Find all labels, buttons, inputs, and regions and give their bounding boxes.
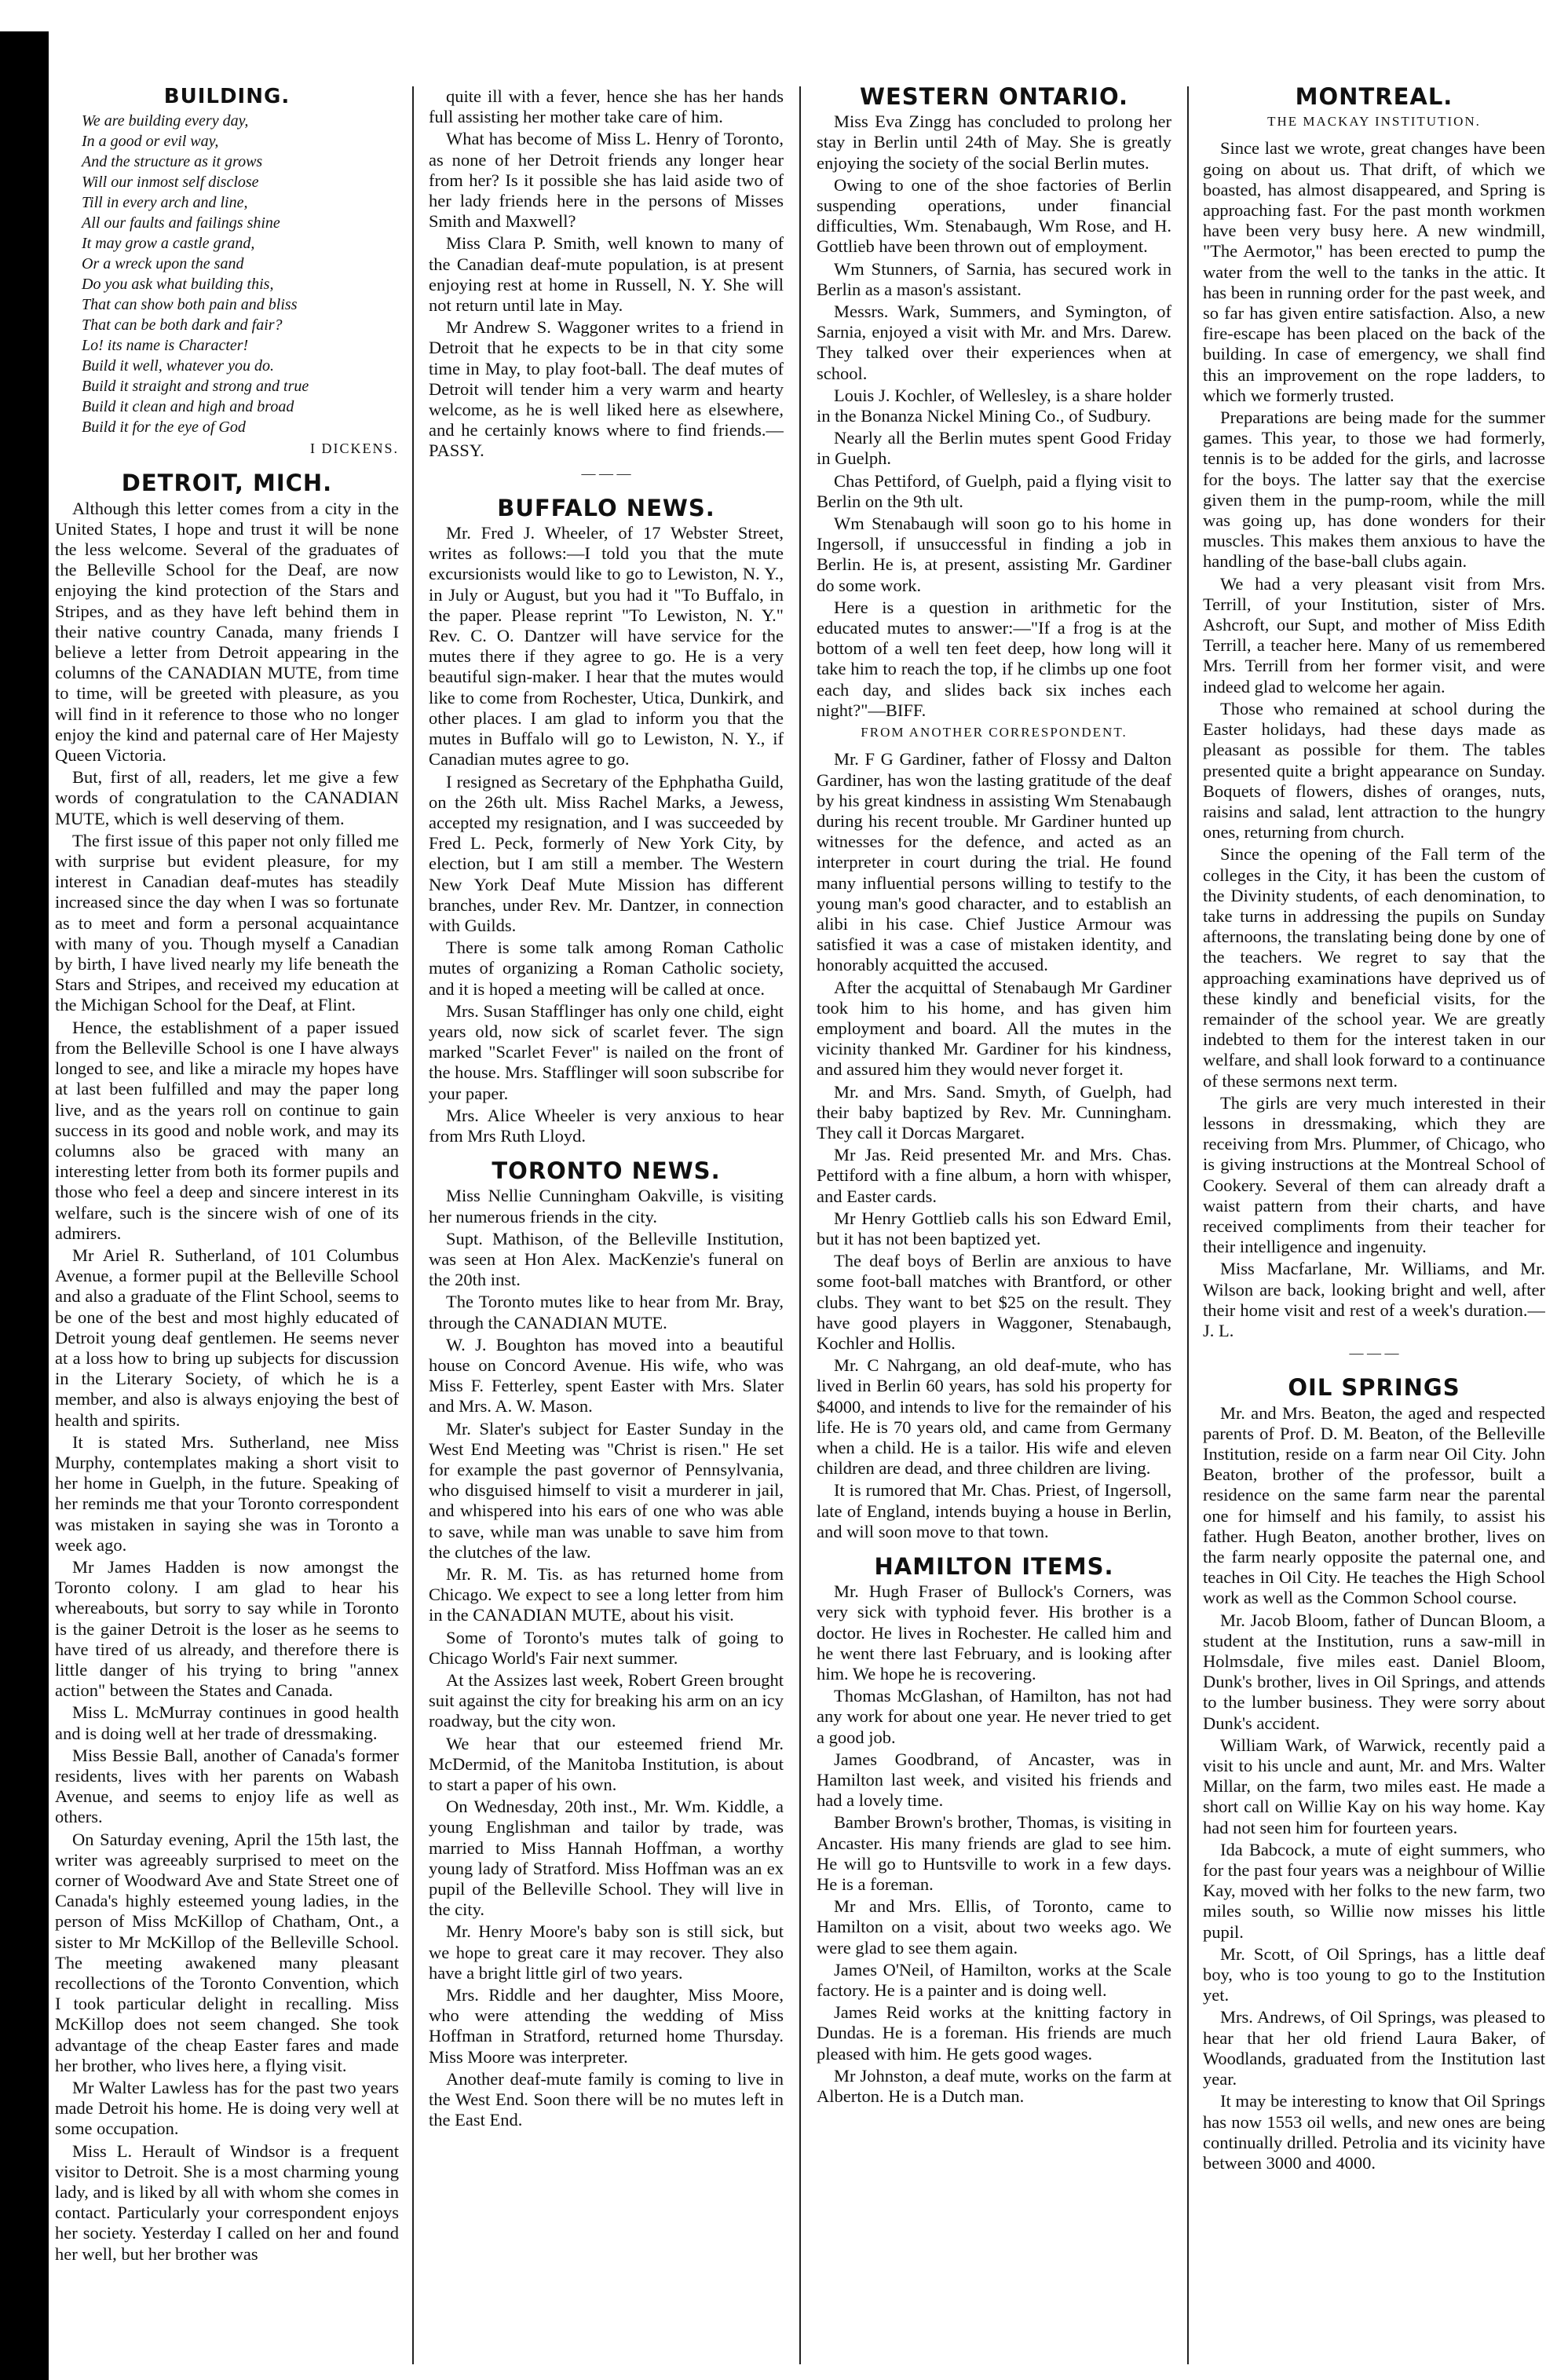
column-4 [1203, 86, 1545, 2364]
poem-line: Build it well, whatever you do. [82, 357, 274, 375]
heading-oil-springs: OIL SPRINGS [1288, 1374, 1460, 1402]
paragraph: Here is a question in arithmetic for the educated mutes to answer:—"If a frog is at the bottom of a well ten feet deep, how long will it take him to reach the top, if he climbs up one foot each day, and slides back six inches each night?"—BIFF. [817, 597, 1171, 720]
poem-line: Do you ask what building this, [82, 276, 274, 294]
montreal-article [1203, 138, 1545, 1341]
paragraph: quite ill with a fever, hence she has her hands full assisting her mother take care of him. [429, 86, 784, 127]
paragraph: Supt. Mathison, of the Belleville Institution, was seen at Hon Alex. MacKenzie's funeral on the 20th inst. [429, 1228, 784, 1290]
paragraph: It is rumored that Mr. Chas. Priest, of Ingersoll, late of England, intends buying a house in Berlin, and will soon move to that town. [817, 1480, 1171, 1541]
poem-line: Build it straight and strong and true [82, 378, 309, 396]
paragraph: Some of Toronto's mutes talk of going to Chicago World's Fair next summer. [429, 1627, 784, 1668]
scan-edge [0, 31, 49, 2380]
paragraph: We hear that our esteemed friend Mr. McDermid, of the Manitoba Institution, is about to start a paper of his own. [429, 1733, 784, 1795]
paragraph: It may be interesting to know that Oil Springs has now 1553 oil wells, and new ones are being continually drilled. Petrolia and its vicinity have between 3000 and 4000. [1203, 2091, 1545, 2173]
heading-buffalo: BUFFALO NEWS. [497, 494, 715, 521]
paragraph: William Wark, of Warwick, recently paid a visit to his uncle and aunt, Mr. and Mrs. Walter Millar, on the farm, two miles east. He made a short call on Willie Kay on his way home. Kay had not seen him for fourteen years. [1203, 1735, 1545, 1837]
correspondent-article [817, 749, 1171, 1542]
poem-signature: I DICKENS. [310, 441, 399, 457]
paragraph: Nearly all the Berlin mutes spent Good Friday in Guelph. [817, 428, 1171, 469]
paragraph: Miss Eva Zingg has concluded to prolong her stay in Berlin until 24th of May. She is greatly enjoying the society of the social Berlin mutes. [817, 112, 1171, 173]
oil-springs-article [1203, 1403, 1545, 2174]
paragraph: What has become of Miss L. Henry of Toronto, as none of her Detroit friends any longer hear from her? Is it possible she has laid aside two of her lady friends here in the persons of Misses Smith and Maxwell? [429, 129, 784, 232]
poem-title: BUILDING. [163, 86, 291, 108]
paragraph: Mr Henry Gottlieb calls his son Edward Emil, but it has not been baptized yet. [817, 1208, 1171, 1248]
paragraph: Wm Stenabaugh will soon go to his home in Ingersoll, if unsuccessful in finding a job in Berlin. He is, at present, assisting Mr. Gardiner do some work. [817, 514, 1171, 595]
paragraph: The girls are very much interested in their lessons in dressmaking, which they are receiving from Mrs. Plummer, of Chicago, who is giving instructions at the Montreal School of Cookery. Several of them can already draft a waist pattern from their charts, and have received compliments from their teacher for their intelligence and ingenuity. [1203, 1092, 1545, 1257]
column-rule [412, 86, 414, 2364]
poem-line: That can be both dark and fair? [82, 316, 283, 335]
column-rule [799, 86, 801, 2364]
poem-line: Till in every arch and line, [82, 194, 248, 212]
paragraph: We had a very pleasant visit from Mrs. Terrill, of your Institution, sister of Mrs. Ashcroft, our Supt, and mother of Miss Edith Terrill, a teacher here. Many of us remembered Mrs. Terrill from her former visit, and were indeed glad to welcome her again. [1203, 573, 1545, 696]
poem-line: That can show both pain and bliss [82, 296, 298, 314]
paragraph: Mrs. Susan Stafflinger has only one child, eight years old, now sick of scarlet fever. The sign marked "Scarlet Fever" is nailed on the front of the house. Mrs. Stafflinger will soon subscribe for your paper. [429, 1000, 784, 1103]
separator: — — — [581, 465, 631, 481]
paragraph: There is some talk among Roman Catholic mutes of organizing a Roman Catholic society, and it is hoped a meeting will be called at once. [429, 938, 784, 999]
paragraph: Louis J. Kochler, of Wellesley, is a share holder in the Bonanza Nickel Mining Co., of Sudbury. [817, 385, 1171, 426]
paragraph: W. J. Boughton has moved into a beautiful house on Concord Avenue. His wife, who was Miss F. Fetterley, spent Easter with Mrs. Slater and Mrs. A. W. Mason. [429, 1334, 784, 1417]
poem-line: And the structure as it grows [82, 153, 263, 171]
paragraph: Thomas McGlashan, of Hamilton, has not had any work for about one year. He never tried to get a good job. [817, 1686, 1171, 1747]
paragraph: James O'Neil, of Hamilton, works at the Scale factory. He is a painter and is doing well. [817, 1959, 1171, 2001]
paragraph: Messrs. Wark, Summers, and Symington, of Sarnia, enjoyed a visit with Mr. and Mrs. Darew. They talked over their experiences when at school. [817, 302, 1171, 383]
separator: — — — [1349, 1345, 1399, 1362]
paragraph: It is stated Mrs. Sutherland, nee Miss Murphy, contemplates making a short visit to her home in Guelph, in the future. Speaking of her reminds me that your Toronto correspondent was mistaken in saying she was in Toronto a week ago. [55, 1431, 399, 1555]
paragraph: Miss Nellie Cunningham Oakville, is visiting her numerous friends in the city. [429, 1186, 784, 1227]
poem-line: Or a wreck upon the sand [82, 255, 244, 273]
poem-line: It may grow a castle grand, [82, 235, 255, 253]
heading-detroit: DETROIT, MICH. [121, 470, 333, 497]
heading-hamilton: HAMILTON ITEMS. [874, 1553, 1114, 1581]
paragraph: Mrs. Alice Wheeler is very anxious to hear from Mrs Ruth Lloyd. [429, 1105, 784, 1146]
paragraph: The first issue of this paper not only filled me with surprise but evident pleasure, for my interest in Canadian deaf-mutes has steadily increased since the day when I was so fortunate as to meet and form a personal acquaintance with many of you. Though myself a Canadian by birth, I have lived nearly my life beneath the Stars and Stripes, and received my education at the Michigan School for the Deaf, at Flint. [55, 830, 399, 1015]
paragraph: Miss Macfarlane, Mr. Williams, and Mr. Wilson are back, looking bright and well, after their home visit and rest of a week's duration.—J. L. [1203, 1259, 1545, 1340]
column-2 [429, 86, 784, 2364]
paragraph: Mr Johnston, a deaf mute, works on the farm at Alberton. He is a Dutch man. [817, 2065, 1171, 2107]
paragraph: Mr James Hadden is now amongst the Toronto colony. I am glad to hear his whereabouts, but sorry to say while in Toronto is the gainer Detroit is the loser as he seems to have tired of us already, and therefore there is little danger of his trying to bring "annex action" between the States and Canada. [55, 1556, 399, 1701]
paragraph: Mr. C Nahrgang, an old deaf-mute, who has lived in Berlin 60 years, has sold his property for $4000, and intends to live for the remainder of his life. He is 70 years old, and came from Germany when a child. He is a tailor. His wife and eleven children are dead, and three children are living. [817, 1355, 1171, 1479]
paragraph: Ida Babcock, a mute of eight summers, who for the past four years was a neighbour of Willie Kay, moved with her folks to the new farm, two miles south, so Willie now misses his little pupil. [1203, 1839, 1545, 1942]
poem-line: Build it for the eye of God [82, 419, 246, 437]
poem-line: Build it clean and high and broad [82, 398, 294, 416]
paragraph: Mr Ariel R. Sutherland, of 101 Columbus Avenue, a former pupil at the Belleville School and also a graduate of the Flint School, seems to be one of the best and most highly educated of Detroit young deaf gentlemen. He seems never at a loss how to bring up subjects for discussion in the Literary Society, of which he is a member, and also is always enjoying the best of health and spirits. [55, 1245, 399, 1430]
subheading-correspondent: FROM ANOTHER CORRESPONDENT. [861, 725, 1128, 740]
hamilton-article [817, 1581, 1171, 2107]
paragraph: The Toronto mutes like to hear from Mr. Bray, through the CANADIAN MUTE. [429, 1292, 784, 1333]
paragraph: Since the opening of the Fall term of the colleges in the City, it has been the custom of the Divinity students, of each denomination, to take turns in addressing the pupils on Sunday afternoons, the translating being done by one of the teachers. We regret to say that the approaching examinations have deprived us of these kindly and beneficial visits, for the remainder of the school year. We are greatly indebted to them for the interest taken in our welfare, and shall look forward to a continuance of these sermons next term. [1203, 844, 1545, 1091]
paragraph: Mr. Jacob Bloom, father of Duncan Bloom, a student at the Institution, runs a saw-mill in Holmsdale, five miles east. Daniel Bloom, Dunk's brother, lives in Oil Springs, and attends to the lumber business. They were sorry about Dunk's accident. [1203, 1610, 1545, 1733]
paragraph: Mr. and Mrs. Beaton, the aged and respected parents of Prof. D. M. Beaton, of the Belleville Institution, reside on a farm near Oil City. John Beaton, brother of the professor, built a residence on the same farm near the parental one for himself and his family, to assist his father. Hugh Beaton, another brother, lives on the farm nearly opposite the paternal one, and teaches in Oil City. He teaches the High School work as well as the Common School course. [1203, 1402, 1545, 1608]
toronto-article [429, 1186, 784, 2130]
paragraph: Mrs. Riddle and her daughter, Miss Moore, who were attending the wedding of Miss Hoffman in Stratford, returned home Thursday. Miss Moore was interpreter. [429, 1985, 784, 2067]
paragraph: Miss L. McMurray continues in good health and is doing well at her trade of dressmaking. [55, 1702, 399, 1743]
paragraph: Owing to one of the shoe factories of Berlin suspending operations, under financial difficulties, Wm. Stenabaugh, Wm Rose, and H. Gottlieb have been thrown out of employment. [817, 174, 1171, 257]
paragraph: But, first of all, readers, let me give a few words of congratulation to the CANADIAN MUTE, which is well deserving of them. [55, 767, 399, 828]
poem [55, 112, 399, 437]
paragraph: Mr. Fred J. Wheeler, of 17 Webster Street, writes as follows:—I told you that the mute excursionists would like to go to Lewiston, N. Y., in July or August, but you had it "To Buffalo, in the paper. Please reprint "To Lewiston, N. Y." Rev. C. O. Dantzer will have service for the mutes there if they agree to go. He is a very beautiful sign-maker. I hear that the mutes would like to come from Rochester, Utica, Dunkirk, and other places. I am glad to inform you that the mutes in Buffalo will go to Lewiston, N. Y., if Canadian mutes agree to go. [429, 523, 784, 770]
paragraph: Miss L. Herault of Windsor is a frequent visitor to Detroit. She is a most charming young lady, and is liked by all with whom she comes in contact. Particularly your correspondent enjoys her society. Yesterday I called on her and found her well, but her brother was [55, 2141, 399, 2264]
paragraph: Mr and Mrs. Ellis, of Toronto, came to Hamilton on a visit, about two weeks ago. We were glad to see them again. [817, 1896, 1171, 1958]
paragraph: Mr. Henry Moore's baby son is still sick, but we hope to great care it may recover. They also have a bright little girl of two years. [429, 1921, 784, 1983]
paragraph: Those who remained at school during the Easter holidays, had these days made as pleasant as possible for them. The tables presented quite a bright appearance on Sunday. Boquets of flowers, dishes of oranges, nuts, raisins and salad, lent attraction to the hungry ones, returning from church. [1203, 698, 1545, 843]
paragraph: On Wednesday, 20th inst., Mr. Wm. Kiddle, a young Englishman and tailor by trade, was married to Miss Hannah Hoffman, a worthy young lady of Stratford. Miss Hoffman was an ex pupil of the Belleville School. They will live in the city. [429, 1797, 784, 1920]
paragraph: I resigned as Secretary of the Ephphatha Guild, on the 26th ult. Miss Rachel Marks, a Jewess, accepted my resignation, and I was succeeded by Fred L. Peck, formerly of New York City, by election, but I am still a member. The Western New York Deaf Mute Mission has different branches, under Rev. Mr. Dantzer, in connection with Guilds. [429, 771, 784, 935]
paragraph: Hence, the establishment of a paper issued from the Belleville School is one I have always longed to see, and like a miracle my hopes have at last been fulfilled and may the paper long live, and as the years roll on continue to gain success in its good and noble work, and may its columns also be graced with many an interesting letter from both its former pupils and those who feel a deep and sincere interest in its welfare, such is the sincere wish of one of its admirers. [55, 1017, 399, 1243]
paragraph: Miss Bessie Ball, another of Canada's former residents, lives with her parents on Wabash Avenue, and seems to enjoy life as well as others. [55, 1745, 399, 1827]
paragraph: The deaf boys of Berlin are anxious to have some foot-ball matches with Brantford, or other clubs. They want to bet $25 on the result. They have good players in Waggoner, Stenabaugh, Kochler and Hollis. [817, 1251, 1171, 1353]
paragraph: Mr Andrew S. Waggoner writes to a friend in Detroit that he expects to be in that city some time in May, to play foot-ball. The deaf mutes of Detroit will tender him a very warm and hearty welcome, as he is well liked here as elsewhere, and he certainly knows where to find friends.—PASSY. [429, 317, 784, 461]
column-3 [817, 86, 1171, 2364]
poem-line: In a good or evil way, [82, 133, 219, 151]
paragraph: Mr. and Mrs. Sand. Smyth, of Guelph, had their baby baptized by Rev. Mr. Cunningham. They call it Dorcas Margaret. [817, 1081, 1171, 1142]
paragraph: Bamber Brown's brother, Thomas, is visiting in Ancaster. His many friends are glad to see him. He will go to Huntsville to work in a few days. He is a foreman. [817, 1812, 1171, 1895]
paragraph: Since last we wrote, great changes have been going on about us. That drift, of which we boasted, has almost disappeared, and Spring is approaching fast. For the past month workmen have been very busy here. A new windmill, "The Aermotor," has been erected to pump the water from the well to the tanks in the attic. It has been in running order for the past week, and so far has given entire satisfaction. Also, a new fire-escape has been placed on the back of the building. In case of emergency, we shall find this an improvement on the rope ladders, to which we formerly trusted. [1203, 138, 1545, 405]
poem-line: Will our inmost self disclose [82, 174, 259, 192]
paragraph: Another deaf-mute family is coming to live in the West End. Soon there will be no mutes left in the East End. [429, 2068, 784, 2130]
heading-montreal: MONTREAL. [1295, 86, 1453, 110]
western-ontario-article [817, 112, 1171, 721]
paragraph: James Goodbrand, of Ancaster, was in Hamilton last week, and visited his friends and had a lovely time. [817, 1749, 1171, 1811]
heading-western-ontario: WESTERN ONTARIO. [859, 86, 1129, 110]
paragraph: Mr. Slater's subject for Easter Sunday in the West End Meeting was "Christ is risen." He set for example the past governor of Pennsylvania, who disguised himself to visit a murderer in jail, and whispered into his ears of one who was able to save, while man was unable to save him from the clutches of the law. [429, 1418, 784, 1562]
heading-toronto: TORONTO NEWS. [492, 1157, 721, 1185]
poem-line: All our faults and failings shine [82, 214, 280, 232]
paragraph: Although this letter comes from a city in the United States, I hope and trust it will be none the less welcome. Several of the graduates of the Belleville School for the Deaf, are now enjoying the kind protection of the Stars and Stripes, and as they have left behind them in their native country Canada, many friends I believe a letter from Detroit appearing in the columns of the CANADIAN MUTE, from time to time, will be greeted with pleasure, as you will find in it reference to those who no longer enjoy the kind and paternal care of Her Majesty Queen Victoria. [55, 498, 399, 766]
column-1 [55, 86, 399, 2364]
paragraph: On Saturday evening, April the 15th last, the writer was agreeably surprised to meet on the corner of Woodward Ave and State Street one of Canada's highly esteemed young ladies, in the person of Miss McKillop of Chatham, Ont., a sister to Mr McKillop of the Belleville School. The meeting awakened many pleasant recollections of the Toronto Convention, which I took particular delight in recalling. Miss McKillop does not seem changed. She took advantage of the cheap Easter fares and made her brother, who lives here, a flying visit. [55, 1829, 399, 2075]
subheading-mackay: THE MACKAY INSTITUTION. [1267, 114, 1481, 130]
paragraph: Mr. Hugh Fraser of Bullock's Corners, was very sick with typhoid fever. His brother is a doctor. He lives in Rochester. He called him and he went there last February, and is looking after him. We hope he is recovering. [817, 1581, 1171, 1684]
paragraph: Mr. F G Gardiner, father of Flossy and Dalton Gardiner, has won the lasting gratitude of the deaf by his great kindness in assisting Wm Stenabaugh during his recent trouble. Mr Gardiner hunted up witnesses for the defence, and acted as an interpreter in court during the trial. He found many influential persons willing to testify to the young man's good character, and to establish an alibi in his case. Chief Justice Armour was satisfied it was a case of mistaken identity, and honorably acquitted the accused. [817, 749, 1171, 975]
paragraph: At the Assizes last week, Robert Green brought suit against the city for breaking his arm on an icy roadway, but the city won. [429, 1670, 784, 1731]
detroit-article [55, 499, 399, 2265]
poem-line: We are building every day, [82, 112, 249, 130]
paragraph: Mr. R. M. Tis. as has returned home from Chicago. We expect to see a long letter from him in the CANADIAN MUTE, about his visit. [429, 1564, 784, 1625]
paragraph: James Reid works at the knitting factory in Dundas. He is a foreman. His friends are much pleased with him. He gets good wages. [817, 2002, 1171, 2064]
paragraph: Mr. Scott, of Oil Springs, has a little deaf boy, who is too young to go to the Institution yet. [1203, 1943, 1545, 2005]
paragraph: Wm Stunners, of Sarnia, has secured work in Berlin as a mason's assistant. [817, 258, 1171, 299]
paragraph: Chas Pettiford, of Guelph, paid a flying visit to Berlin on the 9th ult. [817, 470, 1171, 511]
poem-line: Lo! its name is Character! [82, 337, 249, 355]
buffalo-article [429, 523, 784, 1146]
paragraph: Mr Walter Lawless has for the past two years made Detroit his home. He is doing very well at some occupation. [55, 2078, 399, 2139]
detroit-article-continued [429, 86, 784, 462]
paragraph: Preparations are being made for the summer games. This year, to those we had formerly, tennis is to be added for the girls, and lacrosse for the boys. The latter say that the exercise given them in the pump-room, while the mill was going up, has done wonders for their muscles. This makes them anxious to have the handling of the base-ball clubs again. [1203, 408, 1545, 572]
paragraph: Miss Clara P. Smith, well known to many of the Canadian deaf-mute population, is at present enjoying rest at home in Russell, N. Y. She will not return until late in May. [429, 233, 784, 316]
column-rule [1187, 86, 1189, 2364]
paragraph: Mr Jas. Reid presented Mr. and Mrs. Chas. Pettiford with a fine album, a horn with whisper, and Easter cards. [817, 1145, 1171, 1206]
paragraph: Mrs. Andrews, of Oil Springs, was pleased to hear that her old friend Laura Baker, of Woodlands, graduated from the Institution last year. [1203, 2007, 1545, 2089]
paragraph: After the acquittal of Stenabaugh Mr Gardiner took him to his home, and has given him employment and board. All the mutes in the vicinity thanked Mr. Gardiner for his kindness, and assured him they would never forget it. [817, 977, 1171, 1080]
